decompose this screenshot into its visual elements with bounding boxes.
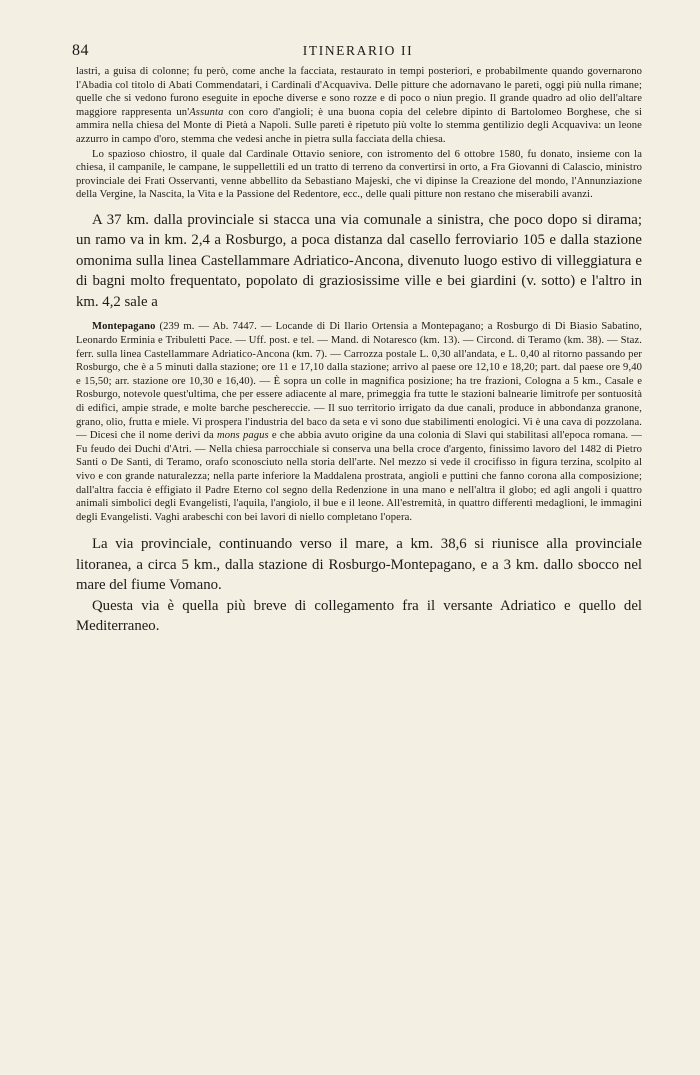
page-header (72, 42, 644, 64)
paragraph-route-rosburgo: A 37 km. dalla provinciale si stacca una via comunale a sinistra, che poco dopo si dirama; un ramo va in km. 2,4 a Rosburgo, a poca distanza dal casello ferroviario 105 e dalla stazione omonima sulla linea Castellammare Adriatico-Ancona, divenuto luogo estivo di villeggiatura e di bagni molto frequentato, popolato di graziosissime ville e bei giardini (v. sotto) e l'altro in km. 4,2 sale a (76, 211, 642, 310)
text-run: e che abbia avuto origine da una colonia di Slavi qui stabilitasi all'epoca romana. — Fu feudo dei Duchi d'Atri. — Nella chiesa parrocchiale si conserva una bella croce d'argento, finissimo lavoro del 1482 di Pietro Santi o De Santi, di Teramo, orafo sconosciuto nella storia dell'arte. Nel mezzo si vede il crocifisso in figura terzina, scolpito al vivo e con grande naturalezza; nella parte inferiore la Maddalena prostrata, angioli e puttini che fanno corona alla composizione; dall'altra faccia è effigiato il Padre Eterno col segno della Redenzione in una mano e nell'altra il globo; ed agli angoli i quattro animali simbolici degli Evangelisti, l'aquila, l'angiolo, il bue e il leone. All'estremità, in quattro differenti medaglioni, le immagini degli Evangelisti. Vaghi arabeschi con bei lavori di niello completano l'opera. (76, 430, 642, 523)
text-run: con coro d'angioli; è una buona copia del celebre dipinto di Bartolomeo Borghese, che si ammira nella chiesa del Monte di Pietà a Napoli. Sulle pareti è ripetuto più volte lo stemma gentilizio degli Acquaviva: un leone azzurro in campo d'oro, stemma che vedesi anche in pietra sulla facciata della chiesa. (76, 106, 643, 145)
running-head: ITINERARIO II (302, 43, 414, 58)
text-body (76, 65, 642, 637)
place-title: Montepagano (92, 321, 156, 333)
italic-term: Assunta (189, 106, 224, 118)
paragraph-provincial-road: La via provinciale, continuando verso il mare, a km. 38,6 si riunisce alla provinciale litoranea, a circa 5 km., dalla stazione di Rosburgo-Montepagano, e a 3 km. dallo sbocco nel mare del fiume Vomano. (76, 536, 642, 594)
paragraph-montepagano (76, 320, 642, 524)
page-number: 84 (72, 42, 89, 59)
text-run: lastri, a guisa di colonne; fu però, come anche la facciata, restaurato in tempi posteriori, e probabilmente quando governarono l'Abadia col titolo di Abati Commendatari, i Cardinali d'Acquaviva. Delle pitture che adornavano le pareti, oggi più nulla rimane; quelle che si vedono furono eseguite in epoche diverse e sono rozze e di poco o niun pregio. Il grande quadro ad olio dell'altare maggiore rappresenta un' (76, 66, 642, 118)
paragraph-shortest-route: Questa via è quella più breve di collegamento fra il versante Adriatico e quello del Mediterraneo. (76, 597, 642, 635)
paragraph-cloister: Lo spazioso chiostro, il quale dal Cardinale Ottavio seniore, con istromento del 6 ottobre 1580, fu donato, insieme con la chiesa, il campanile, le campane, le suppellettili ed un tratto di terreno da convertirsi in orto, a Fra Giovanni di Calascio, ministro provinciale dei Frati Osservanti, venne abbellito da Sebastiano Majeski, che vi dipinse la Creazione del mondo, l'Annunziazione della Vergine, la Nascita, la Vita e la Passione del Redentore, ecc., delle quali pitture non restano che miserabili avanzi. (76, 148, 642, 201)
italic-term: mons pagus (217, 430, 269, 442)
text-run: (239 m. — Ab. 7447. — Locande di Di Ilario Ortensia a Montepagano; a Rosburgo di Di Biasio Sabatino, Leonardo Erminia e Tribuletti Pace. — Uff. post. e tel. — Mand. di Notaresco (km. 13). — Circond. di Teramo (km. 38). — Staz. ferr. sulla linea Castellammare Adriatico-Ancona (km. 7). — Carrozza postale L. 0,30 all'andata, e L. 0,40 al ritorno passando per Rosburgo, che è a 5 minuti dalla stazione; ore 11 e 17,10 dalla stazione; arrivo al paese ore 12,10 e 18,20; part. dal paese ore 9,40 e 15,50; arr. stazione ore 10,30 e 16,40). — È sopra un colle in magnifica posizione; ha tre frazioni, Cologna a 5 km., Casale e Rosburgo, notevole quest'ultima, che per essere adiacente al mare, primeggia fra tutte le stazioni balnearie limitrofe per sontuosità di edifici, ampie strade, e molte barche peschereccie. — Il suo territorio irrigato da due canali, produce in abbondanza granone, grano, olio, frutta e miele. Vi prospera l'industria del baco da seta e vi sono due stabilimenti enologici. Vi è una cava di pozzolana. — Dicesi che il nome derivi da (76, 321, 642, 442)
paragraph-church-description (76, 65, 642, 147)
